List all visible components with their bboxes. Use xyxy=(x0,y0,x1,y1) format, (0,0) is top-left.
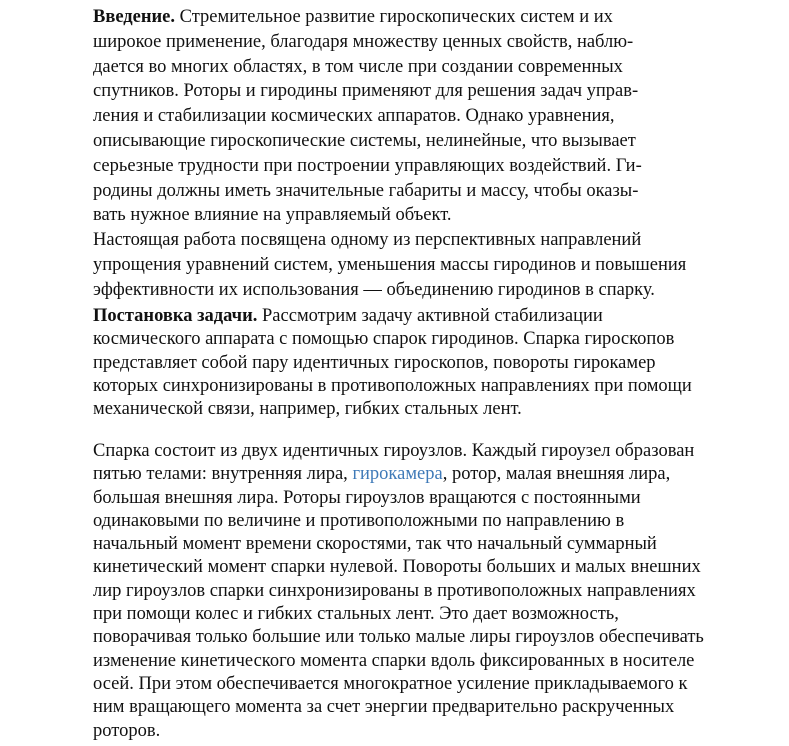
text-line xyxy=(93,5,773,30)
intro-paragraph xyxy=(93,5,773,303)
text-line: вать нужное влияние на управляемый объект. xyxy=(93,205,452,226)
text-line: Настоящая работа посвящена одному из перспективных направлений xyxy=(93,230,642,251)
text-span: , ротор, малая внешняя лира, xyxy=(442,464,671,485)
text-line: спутников. Роторы и гиродины применяют для решения задач управ- xyxy=(93,81,639,102)
intro-heading: Введение. xyxy=(93,7,176,27)
text-span: пятью телами: внутренняя лира, xyxy=(93,464,353,485)
text-line: которых синхронизированы в противоположных направлениях при помощи xyxy=(93,375,692,396)
text-line: представляет собой пару идентичных гироскопов, повороты гирокамер xyxy=(93,352,656,373)
text-line: дается во многих областях, в том числе при создании современных xyxy=(93,56,623,77)
text-line: большая внешняя лира. Роторы гироузлов вращаются с постоянными xyxy=(93,487,641,508)
text-line: ним вращающего момента за счет энергии предварительно раскрученных xyxy=(93,697,675,718)
text-line xyxy=(93,463,773,486)
problem-paragraph xyxy=(93,305,773,421)
text-line: механической связи, например, гибких стальных лент. xyxy=(93,399,522,420)
text-line: Спарка состоит из двух идентичных гироузлов. Каждый гироузел образован xyxy=(93,441,695,461)
text-line: эффективности их использования — объединению гиродинов в спарку. xyxy=(93,279,655,300)
text-line: серьезные трудности при построении управляющих воздействий. Ги- xyxy=(93,155,642,176)
text-line: изменение кинетического момента спарки вдоль фиксированных в носителе xyxy=(93,650,695,671)
text-line: родины должны иметь значительные габариты и массу, чтобы оказы- xyxy=(93,180,639,201)
text-line: ления и стабилизации космических аппаратов. Однако уравнения, xyxy=(93,106,615,127)
text-line xyxy=(93,305,773,328)
description-paragraph xyxy=(93,440,773,743)
text-line: осей. При этом обеспечивается многократное усиление прикладываемого к xyxy=(93,673,688,694)
text-line: широкое применение, благодаря множеству ценных свойств, наблю- xyxy=(93,31,634,52)
problem-heading: Постановка задачи. xyxy=(93,306,258,326)
text-line: кинетический момент спарки нулевой. Повороты больших и малых внешних xyxy=(93,557,701,578)
text-line: начальный момент времени скоростями, так что начальный суммарный xyxy=(93,534,657,555)
text-line: одинаковыми по величине и противоположными по направлению в xyxy=(93,510,625,531)
text-line: роторов. xyxy=(93,720,161,741)
text-line: упрощения уравнений систем, уменьшения массы гиродинов и повышения xyxy=(93,254,687,275)
text-line: описывающие гироскопические системы, нелинейные, что вызывает xyxy=(93,130,636,151)
text-line: космического аппарата с помощью спарок гиродинов. Спарка гироскопов xyxy=(93,329,675,350)
text-line: лир гироузлов спарки синхронизированы в противоположных направлениях xyxy=(93,580,696,601)
text-line: при помощи колес и гибких стальных лент. Это дает возможность, xyxy=(93,604,619,625)
gyrochamber-link[interactable]: гирокамера xyxy=(352,464,443,485)
text-span: Рассмотрим задачу активной стабилизации xyxy=(257,306,603,326)
text-line: поворачивая только большие или только малые лиры гироузлов обеспечивать xyxy=(93,627,704,648)
text-span: Стремительное развитие гироскопических систем и их xyxy=(175,7,613,27)
